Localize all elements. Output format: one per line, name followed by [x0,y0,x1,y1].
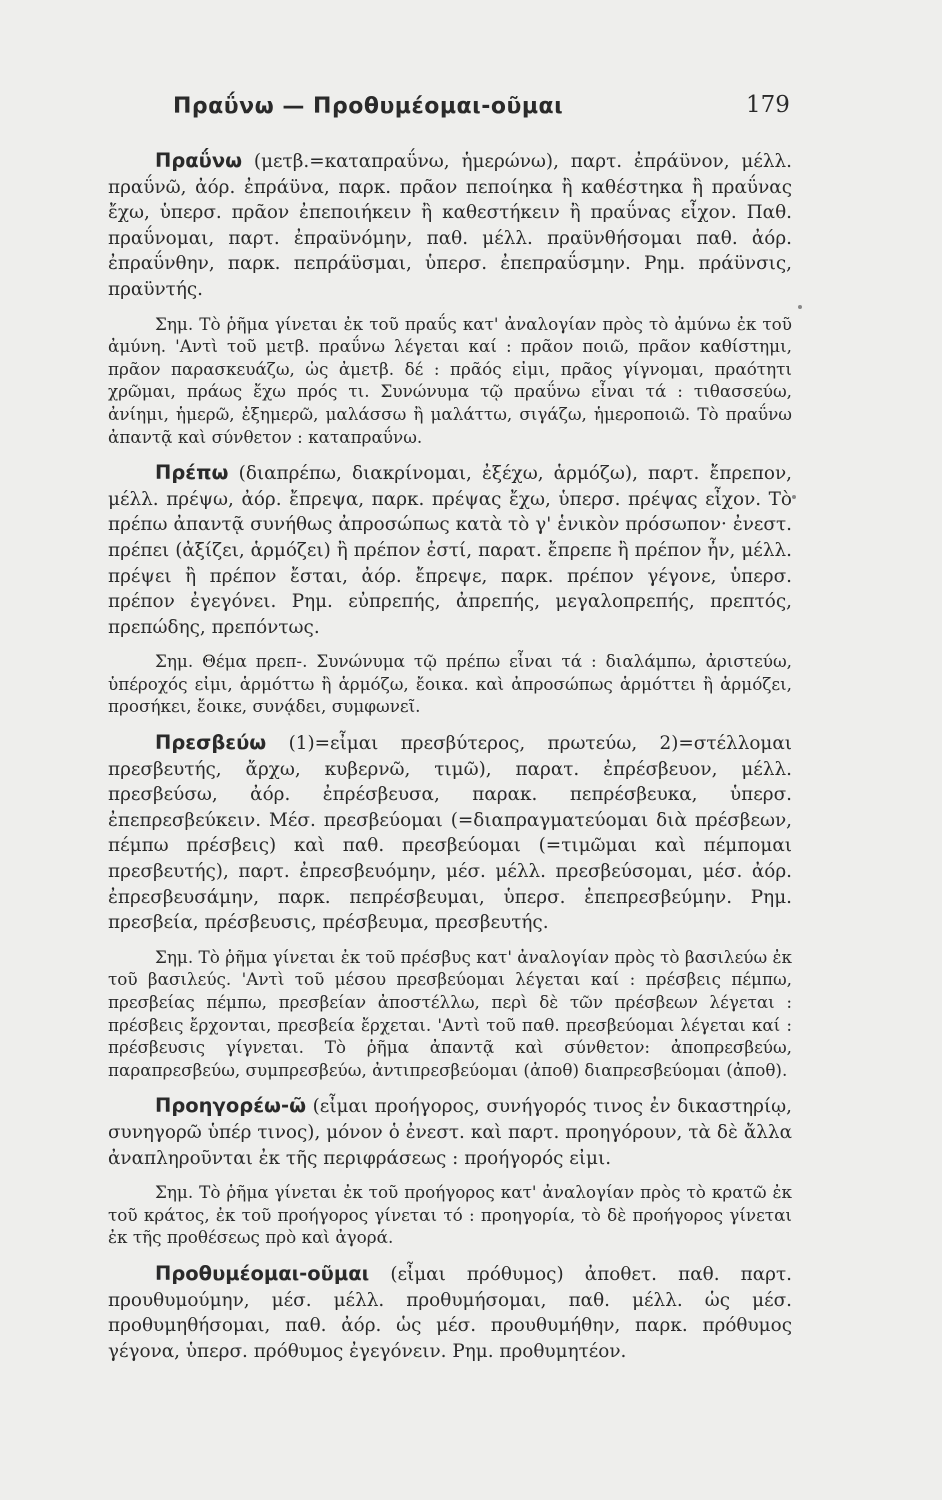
entry-text [108,1261,792,1364]
dictionary-body [108,148,792,1364]
running-head-title: Πραΰνω — Προθυμέομαι-οῦμαι [173,94,564,119]
margin-dot [798,305,802,309]
entry-body: (διαπρέπω, διακρίνομαι, ἐξέχω, ἁρμόζω), παρτ. ἔπρεπον, μέλλ. πρέψω, ἀόρ. ἔπρεψα, παρκ. πρέψας ἔχω, ὑπερσ. πρέψας εἶχον. Τὸ πρέπω ἀπαντᾷ συνήθως ἀπροσώπως κατὰ τὸ γ' ἑνικὸν πρόσωπον· ἐνεστ. πρέπει (ἀξίζει, ἁρμόζει) ἢ πρέπον ἐστί, παρατ. ἔπρεπε ἢ πρέπον ἦν, μέλλ. πρέψει ἢ πρέπον ἔσται, ἀόρ. ἔπρεψε, παρκ. πρέπον γέγονε, ὑπερσ. πρέπον ἐγεγόνει. Ρημ. εὐπρεπής, ἀπρεπής, μεγαλοπρεπής, πρεπτός, πρεπώδης, πρεπόντως. [108,463,792,638]
entry-note-text: Σημ. Θέμα πρεπ-. Συνώνυμα τῷ πρέπω εἶναι τά : διαλάμπω, ἀριστεύω, ὑπέροχός εἰμι, ἁρμόττω ἢ ἁρμόζω, ἔοικα. καὶ ἀπροσώπως ἁρμόττει ἢ ἁρμόζει, προσήκει, ἔοικε, συνᾴδει, συμφωνεῖ. [108,651,792,717]
entry-body: (εἶμαι προήγορος, συνήγορός τινος ἐν δικαστηρίῳ, συνηγορῶ ὑπέρ τινος), μόνον ὁ ἐνεστ. καὶ παρτ. προηγόρουν, τὰ δὲ ἄλλα ἀναπληροῦνται ἐκ τῆς περιφράσεως : προήγορός εἰμι. [108,1096,792,1169]
entry-lemma: Προηγορέω-ῶ [155,1094,307,1118]
entry-note [108,313,792,449]
entry-prothymeomai [108,1261,792,1364]
entry-prepo [108,460,792,718]
entry-note-text: Σημ. Τὸ ῥῆμα γίνεται ἐκ τοῦ πρέσβυς κατ' ἀναλογίαν πρὸς τὸ βασιλεύω ἐκ τοῦ βασιλεύς. 'Αντὶ τοῦ μέσου πρεσβεύομαι λέγεται καί : πρέσβεις πέμπω, πρεσβείας πέμπω, πρεσβείαν ἀποστέλλω, περὶ δὲ τῶν πρέσβεων λέγεται : πρέσβεις ἔρχονται, πρεσβεία ἔρχεται. 'Αντὶ τοῦ παθ. πρεσβεύομαι λέγεται καί : πρέσβευσις γίγνεται. Τὸ ῥῆμα ἀπαντᾷ καὶ σύνθετον: ἀποπρεσβεύω, παραπρεσβεύω, συμπρεσβεύω, ἀντιπρεσβεύομαι (ἀποθ) διαπρεσβεύομαι (ἀποθ). [108,946,792,1080]
entry-note-text: Σημ. Τὸ ῥῆμα γίνεται ἐκ τοῦ πραΰς κατ' ἀναλογίαν πρὸς τὸ ἀμύνω ἐκ τοῦ ἀμύνη. 'Αντὶ τοῦ μετβ. πραΰνω λέγεται καί : πρᾶον ποιῶ, πρᾶον καθίστημι, πρᾶον παρασκευάζω, ὡς ἀμετβ. δέ : πρᾶός εἰμι, πρᾶος γίγνομαι, πραότητι χρῶμαι, πράως ἔχω πρός τι. Συνώνυμα τῷ πραΰνω εἶναι τά : τιθασσεύω, ἀνίημι, ἡμερῶ, ἐξημερῶ, μαλάσσω ἢ μαλάττω, σιγάζω, ἡμεροποιῶ. Τὸ πραΰνω ἀπαντᾷ καὶ σύνθετον : καταπραΰνω. [108,313,792,447]
entry-note [108,946,792,1082]
entry-body: (1)=εἶμαι πρεσβύτερος, πρωτεύω, 2)=στέλλομαι πρεσβευτής, ἄρχω, κυβερνῶ, τιμῶ), παρατ. ἐπρέσβευον, μέλλ. πρεσβεύσω, ἀόρ. ἐπρέσβευσα, παρακ. πεπρέσβευκα, ὑπερσ. ἐπεπρεσβεύκειν. Μέσ. πρεσβεύομαι (=διαπραγματεύομαι διὰ πρέσβεων, πέμπω πρέσβεις) καὶ παθ. πρεσβεύομαι (=τιμῶμαι καὶ πέμπομαι πρεσβευτής), παρτ. ἐπρεσβευόμην, μέσ. μέλλ. πρεσβεύσομαι, μέσ. ἀόρ. ἐπρεσβευσάμην, παρκ. πεπρέσβευμαι, ὑπερσ. ἐπεπρεσβεύμην. Ρημ. πρεσβεία, πρέσβευσις, πρέσβευμα, πρεσβευτής. [108,733,792,934]
entry-text [108,730,792,936]
margin-dot [792,495,796,499]
entry-text [108,1093,792,1171]
entry-note [108,1181,792,1249]
page-number: 179 [746,92,790,118]
entry-text [108,460,792,640]
entry-prauno [108,148,792,448]
entry-body: (μετβ.=καταπραΰνω, ἡμερώνω), παρτ. ἐπράϋνον, μέλλ. πραΰνῶ, ἀόρ. ἐπράϋνα, παρκ. πρᾶον πεποίηκα ἢ καθέστηκα ἢ πραΰνας ἔχω, ὑπερσ. πρᾶον ἐπεποιήκειν ἢ καθεστήκειν ἢ πραΰνας εἶχον. Παθ. πραΰνομαι, παρτ. ἐπραϋνόμην, παθ. μέλλ. πραϋνθήσομαι παθ. ἀόρ. ἐπραΰνθην, παρκ. πεπράϋσμαι, ὑπερσ. ἐπεπραΰσμην. Ρημ. πράϋνσις, πραϋντής. [108,151,792,300]
entry-text [108,148,792,303]
entry-note [108,650,792,718]
entry-note-text: Σημ. Τὸ ῥῆμα γίνεται ἐκ τοῦ προήγορος κατ' ἀναλογίαν πρὸς τὸ κρατῶ ἐκ τοῦ κράτος, ἐκ τοῦ προήγορος γίνεται τό : προηγορία, τὸ δὲ προήγορος γίνεται ἐκ τῆς προθέσεως πρὸ καὶ ἀγορά. [108,1182,792,1248]
entry-body: (εἶμαι πρόθυμος) ἀποθετ. παθ. παρτ. προυθυμούμην, μέσ. μέλλ. προθυμήσομαι, παθ. μέλλ. ὡς μέσ. προθυμηθήσομαι, παθ. ἀόρ. ὡς μέσ. προυθυμήθην, παρκ. πρόθυμος γέγονα, ὑπερσ. πρόθυμος ἐγεγόνειν. Ρημ. προθυμητέον. [108,1263,792,1362]
entry-proegoreo [108,1093,792,1249]
entry-presbeuo [108,730,792,1081]
entry-lemma: Πρέπω [155,461,229,485]
entry-lemma: Πρεσβεύω [155,731,267,755]
entry-lemma: Προθυμέομαι-οῦμαι [155,1261,370,1285]
entry-lemma: Πραΰνω [155,149,243,172]
